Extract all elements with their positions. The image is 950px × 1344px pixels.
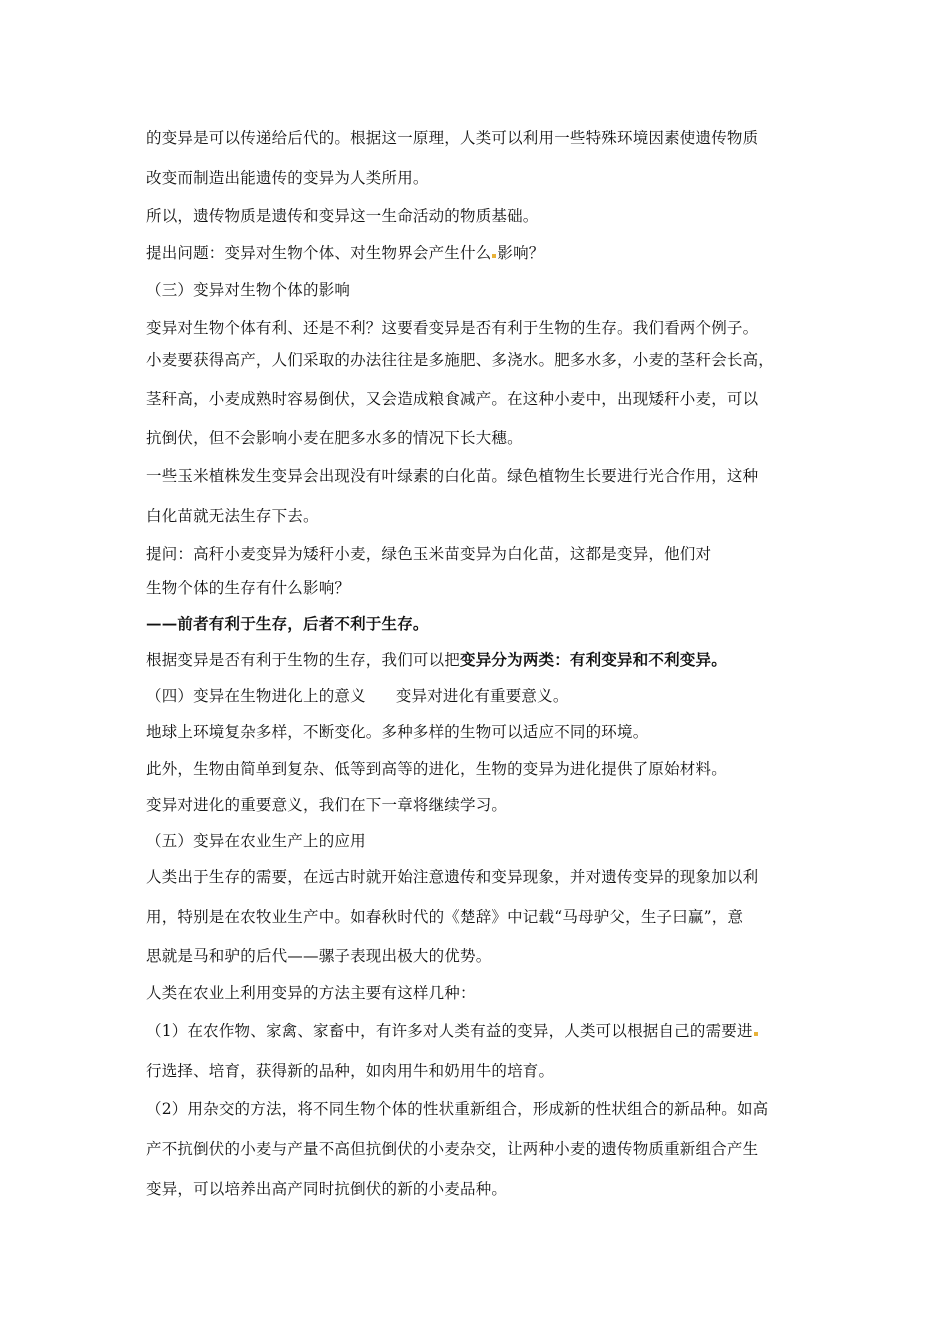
paragraph-line: 抗倒伏，但不会影响小麦在肥多水多的情况下长大穗。 <box>146 429 523 447</box>
list-item-text: （1）在农作物、家禽、家畜中，有许多对人类有益的变异，人类可以根据自己的需要进 <box>146 1022 753 1040</box>
paragraph-line: 小麦要获得高产，人们采取的办法往往是多施肥、多浇水。肥多水多，小麦的茎秆会长高， <box>146 351 775 369</box>
classification-bold: 变异分为两类 <box>460 650 555 669</box>
section-heading: （五）变异在农业生产上的应用 <box>146 832 366 850</box>
section-note: 变异对进化有重要意义。 <box>395 687 569 705</box>
paragraph-line: 人类在农业上利用变异的方法主要有这样几种： <box>146 984 476 1002</box>
classification-intro: 根据变异是否有利于生物的生存，我们可以把 <box>146 651 461 669</box>
paragraph-line: 的变异是可以传递给后代的。根据这一原理，人类可以利用一些特殊环境因素使遗传物质 <box>146 129 759 147</box>
section-heading <box>146 686 569 706</box>
paragraph-line: 生物个体的生存有什么影响？ <box>146 579 351 597</box>
highlight-mark <box>492 254 496 258</box>
paragraph-line: 地球上环境复杂多样，不断变化。多种多样的生物可以适应不同的环境。 <box>146 723 649 741</box>
list-item: （2）用杂交的方法，将不同生物个体的性状重新组合，形成新的性状组合的新品种。如高 <box>146 1100 769 1118</box>
paragraph-line: 变异对生物个体有利、还是不利？这要看变异是否有利于生物的生存。我们看两个例子。 <box>146 319 759 337</box>
paragraph-line: 行选择、培育，获得新的品种，如肉用牛和奶用牛的培育。 <box>146 1062 555 1080</box>
paragraph-line: 白化苗就无法生存下去。 <box>146 507 319 525</box>
paragraph-line: 此外，生物由简单到复杂、低等到高等的进化，生物的变异为进化提供了原始材料。 <box>146 760 727 778</box>
question-text-end: 影响？ <box>497 244 545 262</box>
paragraph-line: 改变而制造出能遗传的变异为人类所用。 <box>146 169 429 187</box>
classification-types: ：有利变异和不利变异。 <box>554 650 727 669</box>
paragraph-line: 提问：高秆小麦变异为矮秆小麦，绿色玉米苗变异为白化苗，这都是变异，他们对 <box>146 545 712 563</box>
paragraph-line: 一些玉米植株发生变异会出现没有叶绿素的白化苗。绿色植物生长要进行光合作用，这种 <box>146 467 759 485</box>
section-heading: （三）变异对生物个体的影响 <box>146 281 351 299</box>
highlight-mark <box>754 1032 758 1036</box>
paragraph-line: 产不抗倒伏的小麦与产量不高但抗倒伏的小麦杂交，让两种小麦的遗传物质重新组合产生 <box>146 1140 759 1158</box>
paragraph-line: 变异对进化的重要意义，我们在下一章将继续学习。 <box>146 796 508 814</box>
paragraph-line <box>146 243 545 263</box>
paragraph-line: 用，特别是在农牧业生产中。如春秋时代的《楚辞》中记载“马母驴父，生子曰赢”，意 <box>146 908 744 926</box>
question-text: 提出问题：变异对生物个体、对生物界会产生什么 <box>146 244 492 262</box>
paragraph-line: 变异，可以培养出高产同时抗倒伏的新的小麦品种。 <box>146 1180 508 1198</box>
paragraph-line: 思就是马和驴的后代——骡子表现出极大的优势。 <box>146 947 492 965</box>
paragraph-line: 人类出于生存的需要，在远古时就开始注意遗传和变异现象，并对遗传变异的现象加以利 <box>146 868 759 886</box>
paragraph-line <box>146 650 727 670</box>
list-item <box>146 1021 759 1041</box>
paragraph-line: 所以，遗传物质是遗传和变异这一生命活动的物质基础。 <box>146 207 539 225</box>
section-title: （四）变异在生物进化上的意义 <box>146 687 366 705</box>
answer-line: ——前者有利于生存，后者不利于生存。 <box>146 614 429 633</box>
paragraph-line: 茎秆高，小麦成熟时容易倒伏，又会造成粮食减产。在这种小麦中，出现矮秆小麦，可以 <box>146 390 759 408</box>
